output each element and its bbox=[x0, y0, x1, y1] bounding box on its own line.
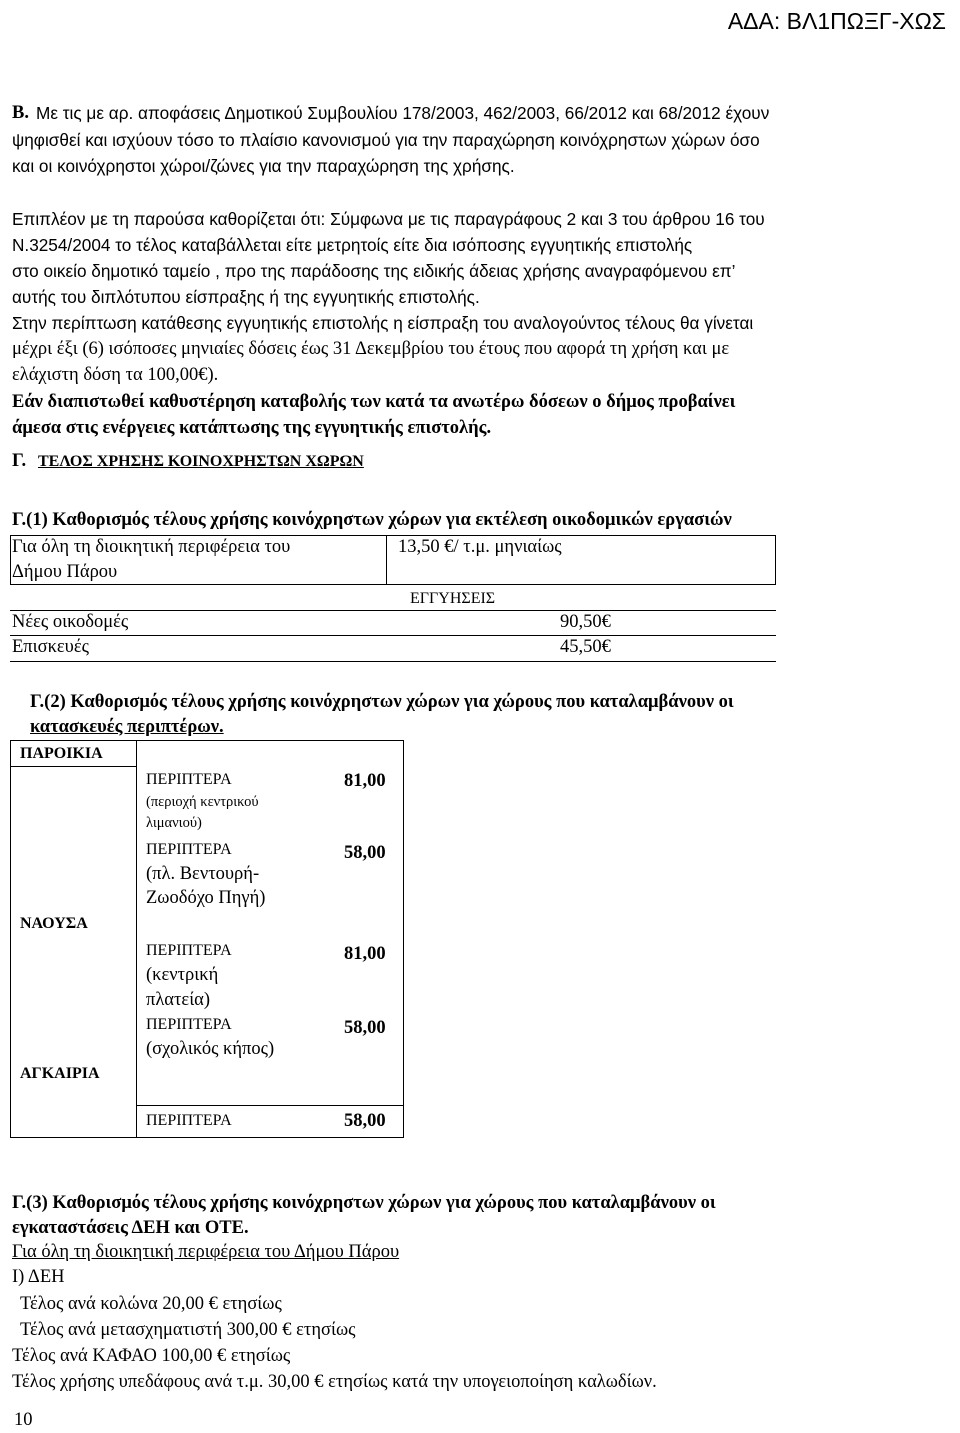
c1-title: Γ.(1) Καθορισμός τέλους χρήσης κοινόχρηστων χώρων για εκτέλεση οικοδομικών εργασιών bbox=[12, 510, 732, 530]
c3-fee-column: Τέλος ανά κολώνα 20,00 € ετησίως bbox=[20, 1294, 282, 1314]
c3-title-line1: Γ.(3) Καθορισμός τέλους χρήσης κοινόχρηστων χώρων για χώρους που καταλαμβάνουν οι bbox=[12, 1193, 716, 1213]
p2-line2: Ν.3254/2004 το τέλος καταβάλλεται είτε μετρητοίς είτε δια ισόποσης εγγυητικής επιστολής bbox=[12, 235, 693, 255]
kiosk-3-loc1: (κεντρική bbox=[146, 965, 219, 985]
section-b-label: Β. bbox=[12, 103, 29, 123]
c3-area: Για όλη τη διοικητική περιφέρεια του Δήμου Πάρου bbox=[12, 1242, 400, 1262]
p2-line1: Επιπλέον με τη παρούσα καθορίζεται ότι: Σύμφωνα με τις παραγράφους 2 και 3 του άρθρου 16 του bbox=[12, 209, 765, 229]
guarantee-label-repairs: Επισκευές bbox=[12, 637, 89, 657]
kiosk-1-loc2: λιμανιού) bbox=[146, 815, 202, 831]
section-c-title: ΤΕΛΟΣ ΧΡΗΣΗΣ ΚΟΙΝΟΧΡΗΣΤΩΝ ΧΩΡΩΝ bbox=[38, 453, 364, 470]
section-b-line1 bbox=[12, 103, 29, 124]
kiosk-1-loc1: (περιοχή κεντρικού bbox=[146, 794, 259, 810]
p2-line3: στο οικείο δημοτικό ταμείο , προ της παράδοσης της ειδικής άδειας χρήσης αναγραφόμενου επ’ bbox=[12, 261, 736, 281]
kiosk-3-name: ΠΕΡΙΠΤΕΡΑ bbox=[146, 942, 232, 959]
paroikia-rule bbox=[10, 766, 136, 767]
guarantee-label-new: Νέες οικοδομές bbox=[12, 612, 129, 632]
section-b-text-line1: Με τις με αρ. αποφάσεις Δημοτικού Συμβουλίου 178/2003, 462/2003, 66/2012 και 68/2012 έχουν bbox=[36, 103, 770, 123]
c3-title-line2: εγκαταστάσεις ΔΕΗ και ΟΤΕ. bbox=[12, 1218, 249, 1238]
kiosk-2-loc1: (πλ. Βεντουρή- bbox=[146, 864, 260, 884]
place-agkairia: ΑΓΚΑΙΡΙΑ bbox=[20, 1065, 100, 1082]
section-b-text-line2: ψηφισθεί και ισχύουν τόσο το πλαίσιο κανονισμού για την παραχώρηση κοινόχρηστων χώρων όσο bbox=[12, 130, 760, 150]
section-b-text-line3: και οι κοινόχρηστοι χώροι/ζώνες για την παραχώρηση της χρήσης. bbox=[12, 156, 515, 176]
place-naousa: ΝΑΟΥΣΑ bbox=[20, 915, 88, 932]
kiosk-1-price: 81,00 bbox=[344, 771, 386, 791]
kiosk-5-name: ΠΕΡΙΠΤΕΡΑ bbox=[146, 1112, 232, 1129]
bold-warning-line1: Εάν διαπιστωθεί καθυστέρηση καταβολής των κατά τα ανωτέρω δόσεων ο δήμος προβαίνει bbox=[12, 392, 736, 412]
guarantee-value-new: 90,50€ bbox=[560, 612, 611, 632]
c1-row-label-1: Για όλη τη διοικητική περιφέρεια του bbox=[12, 537, 291, 557]
guarantee-rule-mid bbox=[10, 635, 776, 636]
guarantees-label: ΕΓΓΥΗΣΕΙΣ bbox=[410, 590, 496, 607]
agkairia-rule bbox=[136, 1105, 404, 1106]
c3-fee-underground: Τέλος χρήσης υπεδάφους ανά τ.μ. 30,00 € ετησίως κατά την υπογειοποίηση καλωδίων. bbox=[12, 1372, 657, 1392]
c3-dei: Ι) ΔΕΗ bbox=[12, 1267, 65, 1287]
p3-line3: ελάχιστη δόση τα 100,00€). bbox=[12, 365, 219, 385]
c2-title-line2: κατασκευές περιπτέρων. bbox=[30, 717, 224, 737]
kiosk-4-price: 58,00 bbox=[344, 1018, 386, 1038]
c1-divider bbox=[386, 535, 387, 585]
kiosk-4-loc1: (σχολικός κήπος) bbox=[146, 1039, 275, 1059]
p3-line2: μέχρι έξι (6) ισόποσες μηνιαίες δόσεις έως 31 Δεκεμβρίου του έτους που αφορά τη χρήση και με bbox=[12, 339, 730, 359]
kiosk-1-name: ΠΕΡΙΠΤΕΡΑ bbox=[146, 771, 232, 788]
c2-title-line1: Γ.(2) Καθορισμός τέλους χρήσης κοινόχρηστων χώρων για χώρους που καταλαμβάνουν οι bbox=[30, 692, 734, 712]
kiosk-3-loc2: πλατεία) bbox=[146, 990, 211, 1010]
c3-fee-kafao: Τέλος ανά ΚΑΦΑΟ 100,00 € ετησίως bbox=[12, 1346, 291, 1366]
place-paroikia: ΠΑΡΟΙΚΙΑ bbox=[20, 745, 103, 762]
c3-fee-transformer: Τέλος ανά μετασχηματιστή 300,00 € ετησίως bbox=[20, 1320, 356, 1340]
p2-line4: αυτής του διπλότυπου είσπραξης ή της εγγυητικής επιστολής. bbox=[12, 287, 480, 307]
kiosk-5-price: 58,00 bbox=[344, 1111, 386, 1131]
kiosk-4-name: ΠΕΡΙΠΤΕΡΑ bbox=[146, 1016, 232, 1033]
kiosk-2-price: 58,00 bbox=[344, 843, 386, 863]
section-c-label: Γ. bbox=[12, 451, 27, 471]
ada-code: ΑΔΑ: ΒΛ1ΠΩΞΓ-ΧΩΣ bbox=[727, 8, 946, 34]
kiosk-col-divider bbox=[136, 740, 137, 1138]
bold-warning-line2: άμεσα στις ενέργειες κατάπτωσης της εγγυητικής επιστολής. bbox=[12, 418, 492, 438]
guarantee-value-repairs: 45,50€ bbox=[560, 637, 611, 657]
guarantee-rule-bottom bbox=[10, 661, 776, 662]
kiosk-2-name: ΠΕΡΙΠΤΕΡΑ bbox=[146, 841, 232, 858]
page-number: 10 bbox=[14, 1410, 33, 1430]
c1-row-value: 13,50 €/ τ.μ. μηνιαίως bbox=[398, 537, 562, 557]
guarantee-rule-top bbox=[10, 610, 776, 611]
kiosk-2-loc2: Ζωοδόχο Πηγή) bbox=[146, 888, 266, 908]
kiosk-3-price: 81,00 bbox=[344, 944, 386, 964]
c1-row-label-2: Δήμου Πάρου bbox=[12, 562, 118, 582]
p3-line1: Στην περίπτωση κατάθεσης εγγυητικής επιστολής η είσπραξη του αναλογούντος τέλους θα γίνεται bbox=[12, 313, 754, 333]
